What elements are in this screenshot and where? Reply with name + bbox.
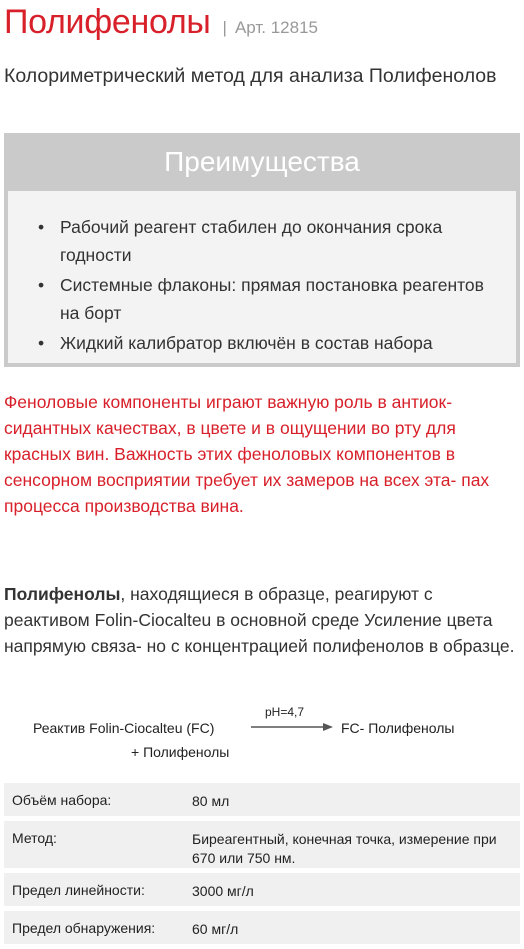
bullet-icon: •	[38, 333, 45, 353]
spec-label: Предел линейности:	[12, 882, 145, 898]
spec-value: 60 мг/л	[192, 921, 239, 937]
advantage-text: Жидкий калибратор включён в состав набора	[60, 333, 433, 353]
spec-value: Биреагентный, конечная точка, измерение при 670 или 750 нм.	[192, 831, 497, 866]
advantages-body	[8, 191, 516, 363]
method-description	[4, 581, 520, 659]
advantage-item	[8, 329, 516, 357]
product-subtitle: Колориметрический метод для анализа Полифенолов	[4, 65, 497, 87]
product-title: Полифенолы	[4, 3, 211, 41]
spec-label: Метод:	[12, 830, 57, 846]
reactant-line-1: Реактив Folin-Ciocalteu (FC)	[33, 720, 215, 736]
article-number: Арт. 12815	[234, 18, 318, 37]
advantages-box	[4, 133, 520, 367]
advantage-item	[8, 213, 516, 269]
table-row	[4, 911, 520, 949]
reaction-arrow-icon	[251, 722, 333, 732]
spec-value: 3000 мг/л	[192, 883, 254, 899]
page-header	[4, 0, 318, 44]
table-row	[4, 783, 520, 821]
advantages-heading: Преимущества	[164, 146, 360, 177]
reactant-line-2: + Полифенолы	[131, 744, 230, 760]
bullet-icon: •	[38, 217, 45, 237]
advantages-list	[8, 191, 516, 357]
table-row	[4, 821, 520, 873]
description-bold-term: Полифенолы	[4, 584, 121, 604]
description-text: , находящиеся в образце, реагируют с реактивом Folin-Ciocalteu в основной среде Усиление цвета напрямую связа- но с концентрацией полифенолов в образце.	[4, 584, 515, 656]
title-separator: |	[222, 18, 227, 37]
intro-paragraph: Феноловые компоненты играют важную роль в антиок- сидантных качествах, в цвете и в ощущении во рту для красных вин. Важность этих феноловых компонентов в сенсорном восприятии требует их замеров на всех эта- пах процесса производства вина.	[4, 392, 490, 516]
advantage-text: Системные флаконы: прямая постановка реагентов на борт	[60, 275, 484, 323]
spec-label: Предел обнаружения:	[12, 920, 156, 936]
advantage-item	[8, 271, 516, 327]
spec-value: 80 мл	[192, 793, 230, 809]
reaction-product: FC- Полифенолы	[341, 720, 455, 736]
reaction-condition: pH=4,7	[265, 705, 305, 719]
bullet-icon: •	[38, 275, 45, 295]
specs-table	[4, 783, 520, 949]
spec-label: Объём набора:	[12, 792, 112, 808]
reaction-equation	[0, 705, 524, 765]
advantage-text: Рабочий реагент стабилен до окончания срока годности	[60, 217, 443, 265]
table-row	[4, 873, 520, 911]
